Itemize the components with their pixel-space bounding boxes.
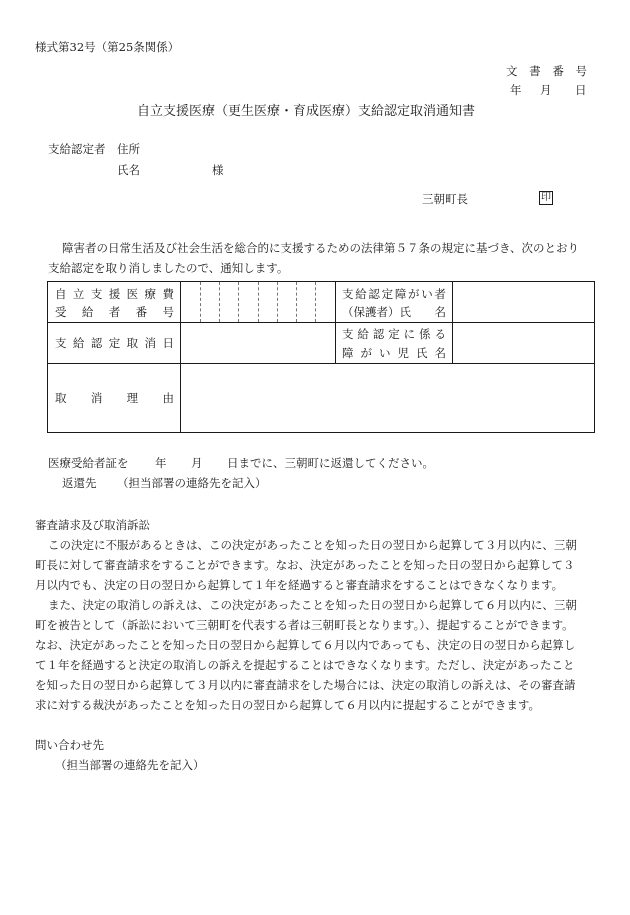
appeal-line-7: て１年を経過すると決定の取消しの訴えを提起することはできなくなります。ただし、決定があったこと [35,658,575,672]
recipient-name-label: 氏名 [117,163,140,177]
intro-line-2: 支給認定を取り消しましたので、通知します。 [48,261,289,275]
appeal-line-2: 町長に対して審査請求をすることができます。なお、決定があったことを知った日の翌日から起算して３ [35,558,575,572]
contact-heading: 問い合わせ先 [35,738,104,752]
recipient-number-label-line-2: 受 給 者 番 号 [55,305,174,319]
appeal-line-3: 月以内でも、決定の日の翌日から起算して１年を経過すると審査請求をすることはできなくなります。 [35,578,564,592]
appeal-heading: 審査請求及び取消訴訟 [35,518,150,532]
seal-mark: 印 [541,192,551,203]
document-number-label: 文 書 番 号 [506,64,587,78]
return-destination-label: 返還先 [62,476,97,490]
certification-table [47,281,595,433]
cancel-reason-label: 取 消 理 由 [55,391,174,405]
appeal-line-6: なお、決定があったことを知った日の翌日から起算して６月以内であっても、決定の日の翌日から起算し [35,638,576,652]
certified-person-label-line-1: 支 給 認 定 障 が い 者 [342,287,446,301]
digit-separator [200,282,201,322]
document-title: 自立支援医療（更生医療・育成医療）支給認定取消通知書 [137,104,476,119]
recipient-honorific: 様 [212,163,224,177]
date-year-label: 年 [510,83,522,97]
recipient-address-label: 住所 [117,142,140,156]
table-hline-2 [48,363,594,364]
appeal-line-1: この決定に不服があるときは、この決定があったことを知った日の翌日から起算して３月以内に、三朝 [48,538,577,552]
table-hline-1 [48,322,594,323]
cancel-date-label: 支 給 認 定 取 消 日 [55,336,174,350]
date-day-label: 日 [575,83,587,97]
return-notice-prefix: 医療受給者証を [48,456,129,470]
return-destination-value: （担当部署の連絡先を記入） [117,476,267,490]
digit-separator [238,282,239,322]
appeal-line-4: また、決定の取消しの訴えは、この決定があったことを知った日の翌日から起算して６月以内に、三朝 [48,598,577,612]
digit-separator [315,282,316,322]
form-number: 様式第32号（第25条関係） [35,40,180,54]
digit-separator [258,282,259,322]
return-notice-suffix: 日までに、三朝町に返還してください。 [227,456,434,470]
return-notice-year: 年 [155,456,167,470]
digit-separator [219,282,220,322]
appeal-line-5: 町を被告として（訴訟において三朝町を代表する者は三朝町長となります。）、提起することができます。 [35,618,574,632]
recipient-number-label-line-1: 自 立 支 援 医 療 費 [55,287,174,301]
child-name-label-line-2: 障 が い 児 氏 名 [342,346,446,360]
certified-person-label-line-2: （保護者）氏 名 [342,305,446,319]
intro-line-1: 障害者の日常生活及び社会生活を総合的に支援するための法律第５７条の規定に基づき、次のとおり [62,241,580,255]
date-month-label: 月 [540,83,552,97]
recipient-label: 支給認定者 [48,142,106,156]
issuer-name: 三朝町長 [422,192,468,206]
digit-separator [277,282,278,322]
child-name-label-line-1: 支 給 認 定 に 係 る [342,327,446,341]
digit-separator [296,282,297,322]
return-notice-month: 月 [191,456,203,470]
appeal-line-9: 求に対する裁決があったことを知った日の翌日から起算して６月以内に提起することができます。 [35,698,540,712]
table-vline-label-col [180,282,181,432]
contact-value: （担当部署の連絡先を記入） [55,758,205,772]
appeal-line-8: を知った日の翌日から起算して３月以内に審査請求をした場合には、決定の取消しの訴えは、その審査請 [35,678,576,692]
